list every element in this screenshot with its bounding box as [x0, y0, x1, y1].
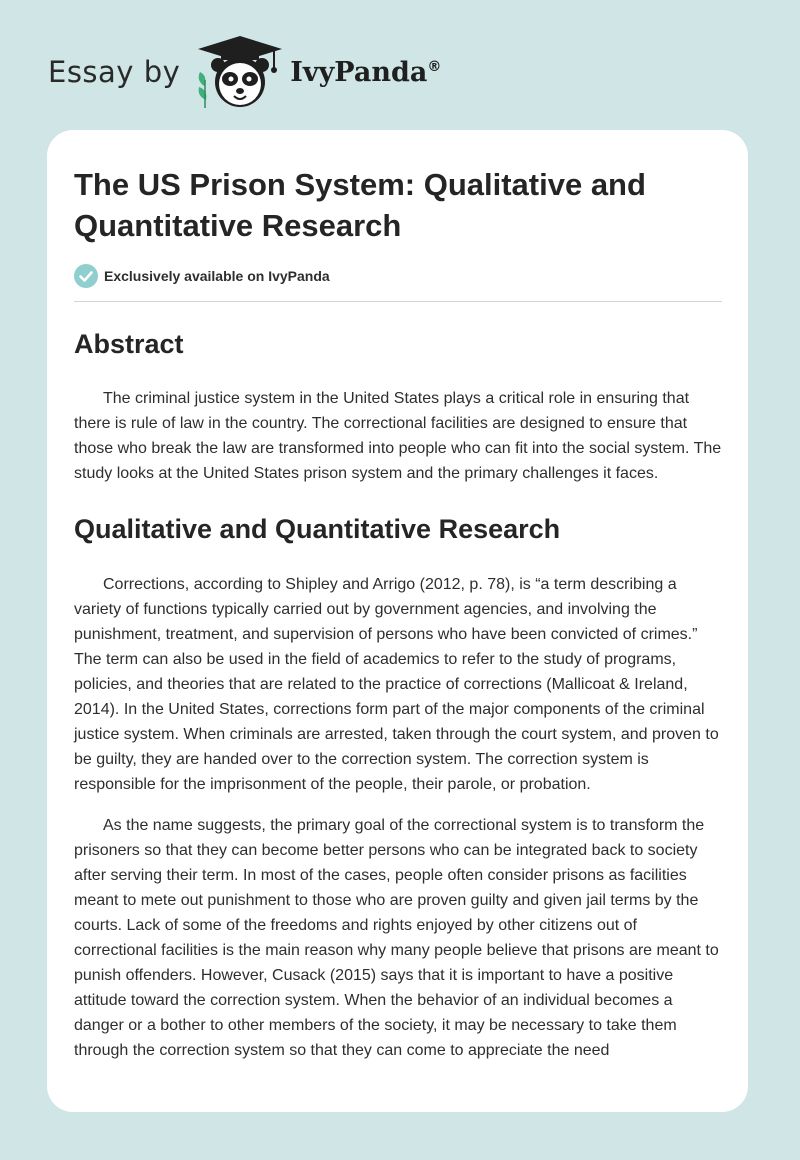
badge-text: Exclusively available on IvyPanda	[104, 268, 330, 284]
brand-name: IvyPanda®	[290, 56, 442, 88]
research-section	[74, 511, 722, 1063]
paragraph: As the name suggests, the primary goal of the correctional system is to transform the prisoners so that they can become better persons who can be integrated back to society after serving their term. In most of the cases, people often consider prisons as facilities meant to mete out punishment to those who are proven guilty and given jail terms by the courts. Lack of some of the freedoms and rights enjoyed by other citizens out of correctional facilities is the main reason why many people believe that prisons are meant to punish offenders. However, Cusack (2015) says that it is important to have a positive attitude toward the correction system. When the behavior of an individual becomes a danger or a bother to other members of the society, it may be necessary to take them through the correction system so that they can come to appreciate the need	[74, 817, 719, 1059]
check-circle-icon	[74, 264, 98, 288]
paragraph: Corrections, according to Shipley and Arrigo (2012, p. 78), is “a term describing a variety of functions typically carried out by government agencies, and involving the punishment, treatment, and supervision of persons who have been convicted of crimes.” The term can also be used in the field of academics to refer to the study of programs, policies, and theories that are related to the practice of corrections (Mallicoat & Ireland, 2014). In the United States, corrections form part of the major components of the criminal justice system. When criminals are arrested, taken through the court system, and proven to be guilty, they are handed over to the correction system. The correction system is responsible for the imprisonment of the people, their parole, or probation.	[74, 576, 719, 793]
essay-title: The US Prison System: Qualitative and Quantitative Research	[74, 167, 646, 243]
exclusive-badge	[74, 264, 722, 302]
brand-prefix: Essay by	[48, 55, 181, 89]
abstract-section	[74, 327, 722, 486]
essay-card	[47, 130, 748, 1112]
section-heading: Qualitative and Quantitative Research	[74, 514, 561, 544]
panda-logo-icon	[194, 34, 286, 110]
section-heading: Abstract	[74, 329, 184, 359]
brand-header[interactable]	[48, 34, 441, 110]
registered-mark: ®	[427, 58, 442, 75]
paragraph: The criminal justice system in the United States plays a critical role in ensuring that there is rule of law in the country. The correctional facilities are designed to ensure that those who break the law are transformed into people who can fit into the social system. The study looks at the United States prison system and the primary challenges it faces.	[74, 390, 722, 482]
